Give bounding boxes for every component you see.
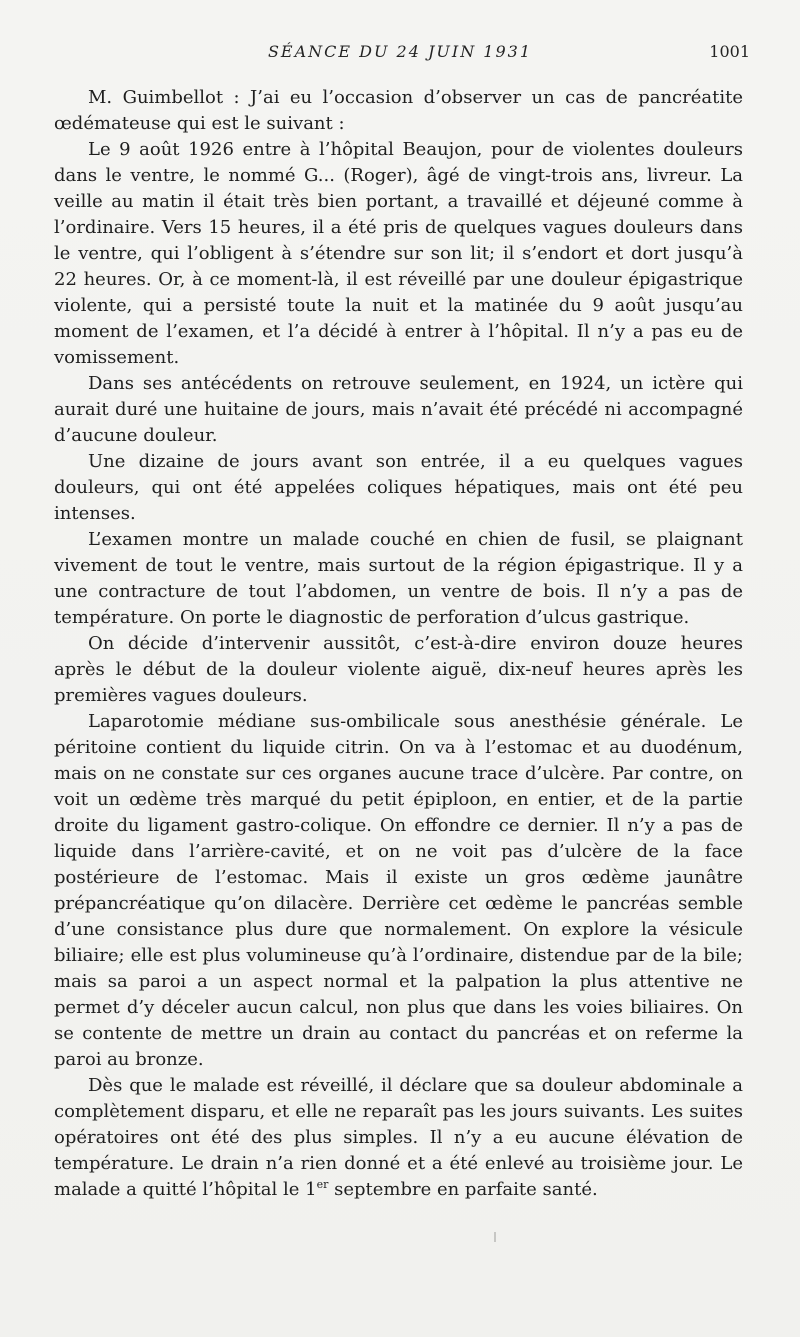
page-number: 1001 xyxy=(709,42,750,61)
paragraph-history: Dans ses antécédents on retrouve seulement, en 1924, un ictère qui aurait duré une huitaine de jours, mais n’avait été précédé ni accompagné d’aucune douleur. xyxy=(54,373,743,446)
article-body xyxy=(54,85,743,1203)
paragraph-text: : J’ai eu l’occasion d’observer un cas de pancréatite œdémateuse qui est le suivant : xyxy=(54,87,744,134)
paragraph-outcome xyxy=(54,1073,743,1203)
paragraph-prior-pain: Une dizaine de jours avant son entrée, il a eu quelques vagues douleurs, qui ont été appelées coliques hépatiques, mais ont été peu intenses. xyxy=(54,451,743,524)
page-header xyxy=(0,40,800,64)
paragraph-admission: Le 9 août 1926 entre à l’hôpital Beaujon, pour de violentes douleurs dans le ventre, le nommé G... (Roger), âgé de vingt-trois ans, livreur. La veille au matin il était très bien portant, a travaillé et déjeuné comme à l’ordinaire. Vers 15 heures, il a été pris de quelques vagues douleurs dans le ventre, qui l’obligent à s’étendre sur son lit; il s’endort et dort jusqu’à 22 heures. Or, à ce moment-là, il est réveillé par une douleur épigastrique violente, qui a persisté toute la nuit et la matinée du 9 août jusqu’au moment de l’examen, et l’a décidé à entrer à l’hôpital. Il n’y a pas eu de vomissement. xyxy=(54,139,743,368)
paragraph-operation: Laparotomie médiane sus-ombilicale sous anesthésie générale. Le péritoine contient du liquide citrin. On va à l’estomac et au duodénum, mais on ne constate sur ces organes aucune trace d’ulcère. Par contre, on voit un œdème très marqué du petit épiploon, en entier, et de la partie droite du ligament gastro-colique. On effondre ce dernier. Il n’y a pas de liquide dans l’arrière-cavité, et on ne voit pas d’ulcère de la face postérieure de l’estomac. Mais il existe un gros œdème jaunâtre prépancréatique qu’on dilacère. Derrière cet œdème le pancréas semble d’une consistance plus dure que normalement. On explore la vésicule biliaire; elle est plus volumineuse qu’à l’ordinaire, distendue par de la bile; mais sa paroi a un aspect normal et la palpation la plus attentive ne permet d’y déceler aucun calcul, non plus que dans les voies biliaires. On se contente de mettre un drain au contact du pancréas et on referme la paroi au bronze. xyxy=(54,711,743,1070)
paragraph-text-after-superscript: septembre en parfaite santé. xyxy=(328,1179,598,1200)
paragraph-opening xyxy=(54,85,743,137)
paragraph-decision: On décide d’intervenir aussitôt, c’est-à-dire environ douze heures après le début de la douleur violente aiguë, dix-neuf heures après les premières vagues douleurs. xyxy=(54,633,743,706)
running-head: SÉANCE DU 24 JUIN 1931 xyxy=(267,42,533,61)
speaker-name: M. Guimbellot xyxy=(88,87,224,108)
scan-mark xyxy=(494,1232,496,1242)
ordinal-superscript: er xyxy=(316,1178,329,1191)
paragraph-text-before-superscript: Dès que le malade est réveillé, il déclare que sa douleur abdominale a complètement disparu, et elle ne reparaît pas les jours suivants. Les suites opératoires ont été des plus simples. Il n’y a eu aucune élévation de température. Le drain n’a rien donné et a été enlevé au troisième jour. Le malade a quitté l’hôpital le 1 xyxy=(54,1075,743,1200)
paragraph-examination: L’examen montre un malade couché en chien de fusil, se plaignant vivement de tout le ventre, mais surtout de la région épigastrique. Il y a une contracture de tout l’abdomen, un ventre de bois. Il n’y a pas de température. On porte le diagnostic de perforation d’ulcus gastrique. xyxy=(54,529,743,628)
